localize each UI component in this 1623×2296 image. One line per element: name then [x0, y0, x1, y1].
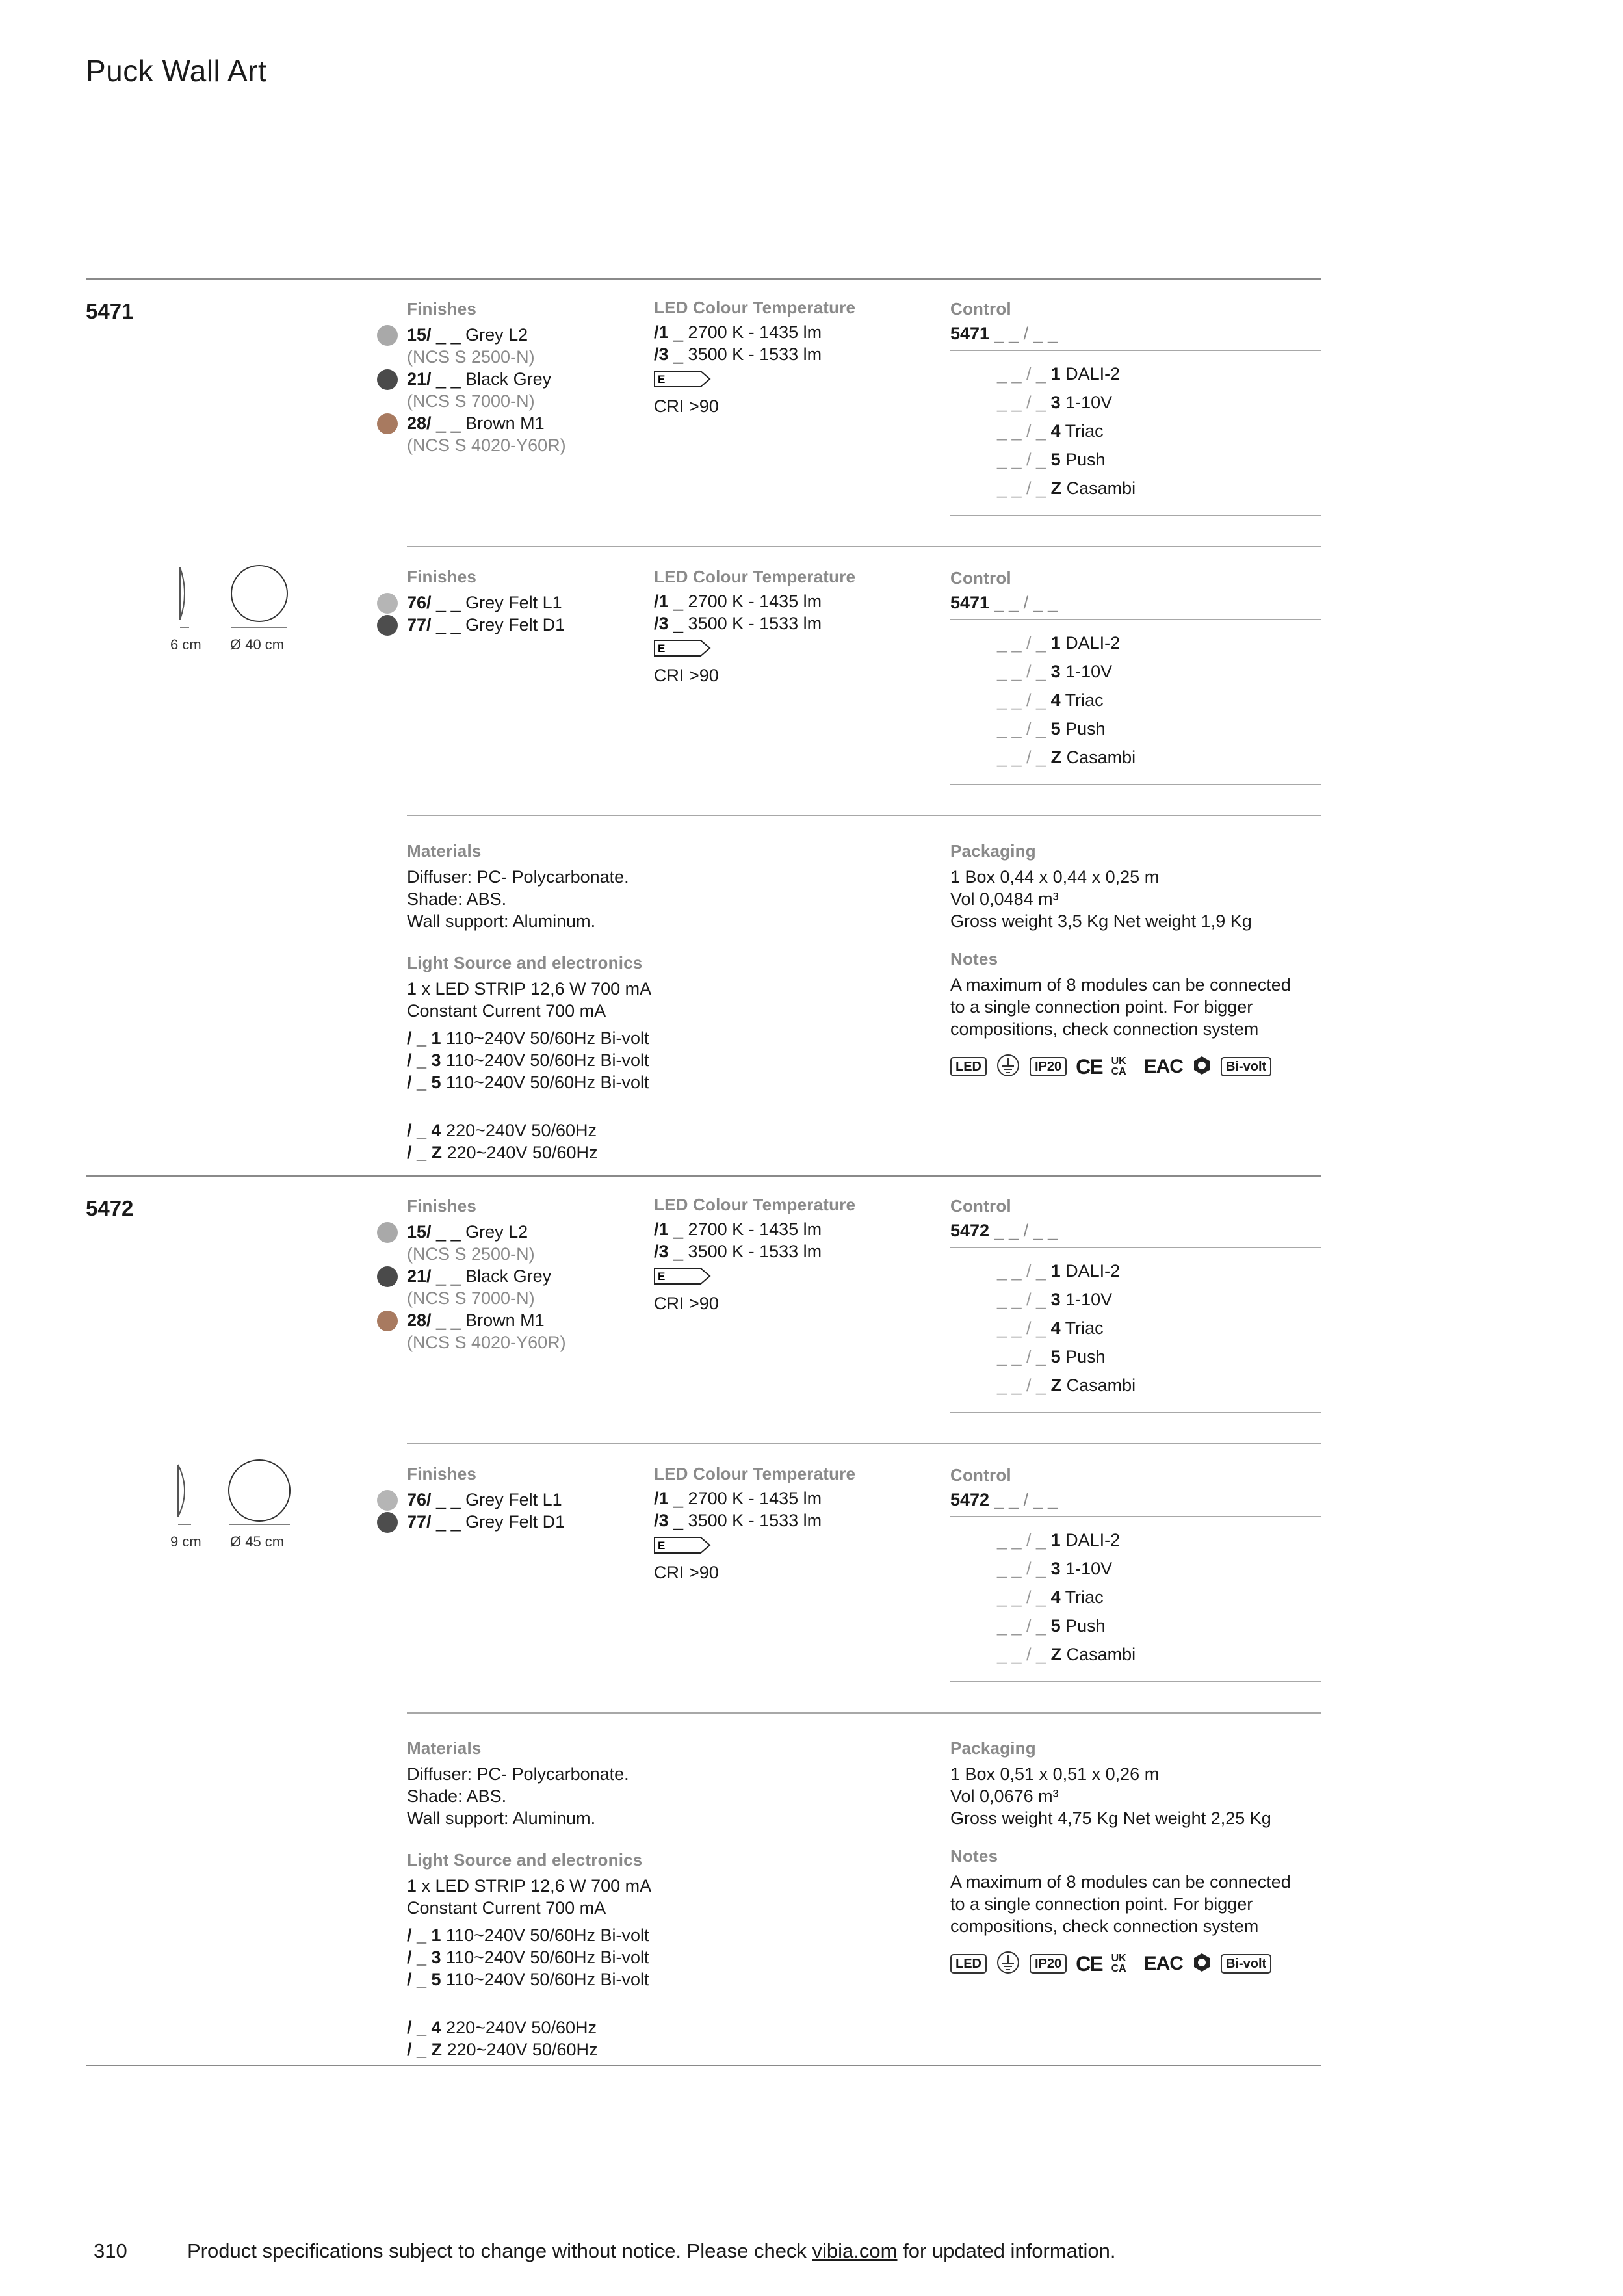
materials-label: Materials	[407, 841, 482, 861]
led-spec: _ 3500 K - 1533 lm	[668, 1511, 822, 1530]
control-option-code: 5	[1050, 1347, 1061, 1366]
voltage-spec: 110~240V 50/60Hz Bi-volt	[441, 1948, 649, 1967]
control-code	[950, 1220, 1058, 1242]
control-product-code: 5472	[950, 1490, 990, 1509]
dimension-diameter: Ø 40 cm	[230, 636, 285, 653]
cri-value: CRI >90	[654, 1294, 719, 1313]
material-item: Wall support: Aluminum.	[407, 1808, 596, 1828]
finish-code: 21/	[407, 1266, 432, 1286]
block-divider	[407, 1443, 1321, 1444]
control-bottom-divider	[950, 784, 1321, 785]
control-suffix: _ _ / _ _	[989, 324, 1058, 343]
control-option	[997, 748, 1136, 768]
control-option-label: DALI-2	[1065, 1530, 1121, 1550]
finish-ncs: (NCS S 7000-N)	[407, 1288, 535, 1308]
voltage-option	[407, 1027, 649, 1049]
control-prefix: _ _ / _	[997, 1290, 1051, 1309]
finish-swatch	[377, 615, 398, 636]
voltage-spec: 110~240V 50/60Hz Bi-volt	[441, 1028, 649, 1048]
led-option	[654, 590, 822, 612]
bi-volt-icon: Bi-volt	[1221, 1057, 1271, 1076]
ce-mark-icon: CE	[1076, 1054, 1102, 1078]
material-item: Shade: ABS.	[407, 1786, 507, 1806]
led-option	[654, 1218, 822, 1240]
energy-class-icon	[654, 371, 711, 387]
certification-icons	[950, 1054, 1271, 1079]
finish-option	[407, 1309, 545, 1331]
product-code: 5472	[86, 1196, 134, 1220]
control-option	[997, 478, 1136, 499]
notes-line: compositions, check connection system	[950, 1019, 1259, 1039]
control-option	[997, 450, 1106, 470]
material-item: Wall support: Aluminum.	[407, 911, 596, 931]
packaging-line: 1 Box 0,44 x 0,44 x 0,25 m	[950, 867, 1160, 887]
control-option-code: 1	[1050, 1530, 1061, 1550]
control-option-label: Push	[1065, 1616, 1106, 1636]
control-option-code: 1	[1050, 364, 1061, 384]
led-code: /3	[654, 614, 669, 633]
packaging-line: Gross weight 3,5 Kg Net weight 1,9 Kg	[950, 911, 1252, 931]
voltage-option	[407, 1049, 649, 1071]
bottom-divider	[86, 2065, 1321, 2066]
finish-swatch	[377, 413, 398, 434]
finish-swatch	[377, 1490, 398, 1511]
footer-note	[187, 2239, 1116, 2263]
section-divider	[86, 1175, 1321, 1177]
led-temp-label: LED Colour Temperature	[654, 1464, 856, 1483]
notes-line: to a single connection point. For bigger	[950, 997, 1253, 1017]
control-option-code: 4	[1050, 1587, 1061, 1607]
finish-name: _ _ Grey Felt L1	[431, 1490, 562, 1509]
control-option-code: 3	[1050, 662, 1061, 681]
control-code	[950, 1489, 1058, 1511]
control-option-label: Push	[1065, 1347, 1106, 1366]
finish-name: _ _ Grey Felt D1	[431, 1512, 565, 1532]
led-code: /3	[654, 1242, 669, 1261]
packaging-label: Packaging	[950, 1738, 1036, 1758]
voltage-spec: 110~240V 50/60Hz Bi-volt	[441, 1970, 649, 1989]
control-prefix: _ _ / _	[997, 1616, 1051, 1636]
control-option-label: Casambi	[1066, 748, 1136, 767]
control-product-code: 5471	[950, 324, 990, 343]
certification-icons	[950, 1951, 1271, 1976]
finish-code: 28/	[407, 1311, 432, 1330]
eac-mark-icon: EAC	[1143, 1056, 1183, 1077]
details-divider	[407, 1712, 1321, 1714]
control-option-label: Triac	[1065, 1587, 1104, 1607]
led-option	[654, 1487, 822, 1509]
voltage-spec: 110~240V 50/60Hz Bi-volt	[441, 1925, 649, 1945]
control-option-label: Casambi	[1066, 1645, 1136, 1664]
control-code	[950, 322, 1058, 345]
control-option	[997, 1376, 1136, 1396]
voltage-spec: 220~240V 50/60Hz	[442, 1143, 598, 1162]
finish-swatch	[377, 1222, 398, 1243]
finish-ncs: (NCS S 4020-Y60R)	[407, 436, 566, 455]
finish-option	[407, 614, 565, 636]
control-option-code: 3	[1050, 393, 1061, 412]
dimension-depth: 9 cm	[170, 1533, 201, 1550]
notes-line: A maximum of 8 modules can be connected	[950, 975, 1291, 995]
control-prefix: _ _ / _	[997, 748, 1051, 767]
finish-option	[407, 1265, 551, 1287]
control-prefix: _ _ / _	[997, 1347, 1051, 1366]
finish-option	[407, 412, 545, 434]
control-option-label: 1-10V	[1065, 1559, 1113, 1578]
cri-value: CRI >90	[654, 1563, 719, 1582]
control-option-code: 4	[1050, 421, 1061, 441]
control-prefix: _ _ / _	[997, 421, 1051, 441]
packaging-line: Vol 0,0484 m³	[950, 889, 1059, 909]
led-option	[654, 612, 822, 634]
control-option-label: Triac	[1065, 1318, 1104, 1338]
packaging-label: Packaging	[950, 841, 1036, 861]
ukca-mark-icon: UK CA	[1111, 1953, 1126, 1974]
control-option	[997, 719, 1106, 739]
control-option-label: Push	[1065, 450, 1106, 469]
control-prefix: _ _ / _	[997, 1318, 1051, 1338]
finish-ncs: (NCS S 2500-N)	[407, 1244, 535, 1264]
material-item: Diffuser: PC- Polycarbonate.	[407, 1764, 629, 1784]
control-product-code: 5471	[950, 593, 990, 612]
control-suffix: _ _ / _ _	[989, 1221, 1058, 1240]
energy-class-icon	[654, 640, 711, 657]
led-option	[654, 343, 822, 365]
control-option	[997, 1559, 1112, 1579]
led-spec: _ 3500 K - 1533 lm	[668, 614, 822, 633]
product-code: 5471	[86, 299, 134, 323]
light-source-line: Constant Current 700 mA	[407, 1898, 606, 1918]
control-label: Control	[950, 299, 1011, 319]
control-code	[950, 592, 1058, 614]
control-option-code: Z	[1050, 748, 1062, 767]
cri-value: CRI >90	[654, 397, 719, 416]
control-option-code: 3	[1050, 1559, 1061, 1578]
led-code: /3	[654, 1511, 669, 1530]
finish-name: _ _ Black Grey	[431, 369, 552, 389]
finish-code: 15/	[407, 325, 432, 345]
led-spec: _ 2700 K - 1435 lm	[668, 592, 822, 611]
finish-code: 15/	[407, 1222, 432, 1242]
voltage-option	[407, 2039, 597, 2061]
finish-swatch	[377, 325, 398, 346]
materials-label: Materials	[407, 1738, 482, 1758]
led-spec: _ 2700 K - 1435 lm	[668, 1489, 822, 1508]
voltage-spec: 220~240V 50/60Hz	[442, 2040, 598, 2059]
voltage-spec: 110~240V 50/60Hz Bi-volt	[441, 1073, 649, 1092]
section-divider	[86, 278, 1321, 280]
led-icon: LED	[950, 1954, 987, 1974]
finish-name: _ _ Brown M1	[431, 413, 545, 433]
control-prefix: _ _ / _	[997, 1587, 1051, 1607]
led-temp-label: LED Colour Temperature	[654, 567, 856, 586]
control-option-code: Z	[1050, 1645, 1062, 1664]
light-source-line: Constant Current 700 mA	[407, 1001, 606, 1021]
voltage-option	[407, 1071, 649, 1093]
control-option-code: 3	[1050, 1290, 1061, 1309]
led-spec: _ 2700 K - 1435 lm	[668, 322, 822, 342]
control-option-label: 1-10V	[1065, 393, 1113, 412]
control-prefix: _ _ / _	[997, 450, 1051, 469]
control-option-label: 1-10V	[1065, 1290, 1113, 1309]
ground-symbol-icon	[996, 1950, 1020, 1978]
led-icon: LED	[950, 1057, 987, 1076]
notes-line: to a single connection point. For bigger	[950, 1894, 1253, 1914]
control-prefix: _ _ / _	[997, 690, 1051, 710]
control-option-code: 4	[1050, 690, 1061, 710]
finish-option	[407, 324, 528, 346]
control-divider	[950, 619, 1321, 620]
finish-option	[407, 1511, 565, 1533]
eac-mark-icon: EAC	[1143, 1953, 1183, 1974]
control-option-label: Push	[1065, 719, 1106, 738]
page-title: Puck Wall Art	[86, 54, 267, 88]
control-option-label: DALI-2	[1065, 1261, 1121, 1281]
control-option	[997, 1587, 1104, 1608]
footer-text-after: for updated information.	[897, 2239, 1116, 2262]
dimension-depth: 6 cm	[170, 636, 201, 653]
control-prefix: _ _ / _	[997, 1376, 1051, 1395]
control-prefix: _ _ / _	[997, 1645, 1051, 1664]
voltage-code: / _ 1	[407, 1925, 441, 1945]
control-option-label: Triac	[1065, 690, 1104, 710]
finish-code: 28/	[407, 413, 432, 433]
svg-text:E: E	[658, 1270, 666, 1283]
footer-link[interactable]: vibia.com	[812, 2239, 898, 2262]
finishes-label: Finishes	[407, 1464, 477, 1483]
control-option	[997, 1616, 1106, 1636]
led-code: /1	[654, 592, 669, 611]
svg-text:E: E	[658, 373, 666, 385]
voltage-option	[407, 1141, 597, 1164]
finish-code: 76/	[407, 1490, 432, 1509]
finishes-label: Finishes	[407, 1196, 477, 1216]
control-option	[997, 1530, 1120, 1550]
control-label: Control	[950, 1465, 1011, 1485]
dimension-diameter: Ø 45 cm	[230, 1533, 285, 1550]
control-bottom-divider	[950, 1412, 1321, 1413]
finish-name: _ _ Brown M1	[431, 1311, 545, 1330]
led-code: /3	[654, 345, 669, 364]
finish-code: 77/	[407, 615, 432, 634]
packaging-line: Gross weight 4,75 Kg Net weight 2,25 Kg	[950, 1808, 1271, 1828]
ukca-mark-icon: UK CA	[1111, 1056, 1126, 1077]
voltage-option	[407, 1946, 649, 1968]
finish-name: _ _ Black Grey	[431, 1266, 552, 1286]
light-source-label: Light Source and electronics	[407, 1850, 643, 1870]
light-source-label: Light Source and electronics	[407, 953, 643, 972]
finish-code: 76/	[407, 593, 432, 612]
finish-code: 77/	[407, 1512, 432, 1532]
led-option	[654, 1509, 822, 1532]
control-divider	[950, 1516, 1321, 1517]
led-spec: _ 2700 K - 1435 lm	[668, 1220, 822, 1239]
material-item: Diffuser: PC- Polycarbonate.	[407, 867, 629, 887]
led-code: /1	[654, 322, 669, 342]
control-option-code: 4	[1050, 1318, 1061, 1338]
control-prefix: _ _ / _	[997, 662, 1051, 681]
finish-swatch	[377, 369, 398, 390]
control-option-code: 5	[1050, 450, 1061, 469]
finish-swatch	[377, 1311, 398, 1331]
led-code: /1	[654, 1489, 669, 1508]
footer-text-before: Product specifications subject to change without notice. Please check	[187, 2239, 812, 2262]
led-option	[654, 321, 822, 343]
control-option-label: Casambi	[1066, 478, 1136, 498]
control-prefix: _ _ / _	[997, 1530, 1051, 1550]
control-option	[997, 1261, 1120, 1281]
finishes-label: Finishes	[407, 567, 477, 586]
voltage-option	[407, 2016, 597, 2039]
voltage-option	[407, 1924, 649, 1946]
voltage-code: / _ Z	[407, 2040, 443, 2059]
control-divider	[950, 1247, 1321, 1248]
finish-swatch	[377, 593, 398, 614]
control-option-code: 5	[1050, 719, 1061, 738]
voltage-code: / _ 1	[407, 1028, 441, 1048]
light-source-line: 1 x LED STRIP 12,6 W 700 mA	[407, 979, 652, 998]
control-option-label: DALI-2	[1065, 364, 1121, 384]
led-temp-label: LED Colour Temperature	[654, 298, 856, 317]
energy-class-icon	[654, 1537, 711, 1554]
finish-option	[407, 1221, 528, 1243]
voltage-code: / _ 4	[407, 1121, 441, 1140]
control-product-code: 5472	[950, 1221, 990, 1240]
bi-volt-icon: Bi-volt	[1221, 1954, 1271, 1974]
finishes-label: Finishes	[407, 299, 477, 319]
control-option	[997, 662, 1112, 682]
control-prefix: _ _ / _	[997, 1261, 1051, 1281]
control-prefix: _ _ / _	[997, 719, 1051, 738]
control-option-label: Triac	[1065, 421, 1104, 441]
light-source-line: 1 x LED STRIP 12,6 W 700 mA	[407, 1876, 652, 1896]
control-bottom-divider	[950, 515, 1321, 516]
control-option	[997, 364, 1120, 384]
control-option-code: 1	[1050, 633, 1061, 653]
control-option	[997, 633, 1120, 653]
voltage-code: / _ 3	[407, 1050, 441, 1070]
energy-class-icon	[654, 1268, 711, 1285]
ip20-icon: IP20	[1030, 1954, 1067, 1974]
control-option	[997, 421, 1104, 441]
svg-text:E: E	[658, 1539, 666, 1552]
notes-label: Notes	[950, 1846, 998, 1866]
finish-code: 21/	[407, 369, 432, 389]
control-option	[997, 690, 1104, 711]
ground-symbol-icon	[996, 1053, 1020, 1081]
finish-option	[407, 592, 562, 614]
material-item: Shade: ABS.	[407, 889, 507, 909]
control-option-label: DALI-2	[1065, 633, 1121, 653]
control-option	[997, 1645, 1136, 1665]
led-option	[654, 1240, 822, 1262]
finish-ncs: (NCS S 2500-N)	[407, 347, 535, 367]
led-temp-label: LED Colour Temperature	[654, 1195, 856, 1214]
finish-name: _ _ Grey L2	[431, 1222, 528, 1242]
voltage-option	[407, 1119, 597, 1141]
control-prefix: _ _ / _	[997, 393, 1051, 412]
control-prefix: _ _ / _	[997, 364, 1051, 384]
control-option	[997, 1290, 1112, 1310]
notes-line: compositions, check connection system	[950, 1916, 1259, 1936]
voltage-spec: 110~240V 50/60Hz Bi-volt	[441, 1050, 649, 1070]
voltage-code: / _ 5	[407, 1073, 441, 1092]
finish-ncs: (NCS S 7000-N)	[407, 391, 535, 411]
voltage-spec: 220~240V 50/60Hz	[441, 1121, 597, 1140]
page-number: 310	[94, 2239, 127, 2262]
control-prefix: _ _ / _	[997, 633, 1051, 653]
voltage-code: / _ 3	[407, 1948, 441, 1967]
control-option	[997, 1347, 1106, 1367]
voltage-code: / _ Z	[407, 1143, 443, 1162]
voltage-code: / _ 5	[407, 1970, 441, 1989]
finish-name: _ _ Grey Felt D1	[431, 615, 565, 634]
block-divider	[407, 546, 1321, 547]
led-spec: _ 3500 K - 1533 lm	[668, 1242, 822, 1261]
notes-label: Notes	[950, 949, 998, 969]
led-code: /1	[654, 1220, 669, 1239]
control-suffix: _ _ / _ _	[989, 1490, 1058, 1509]
control-option-code: 5	[1050, 1616, 1061, 1636]
control-bottom-divider	[950, 1681, 1321, 1682]
control-prefix: _ _ / _	[997, 478, 1051, 498]
control-option	[997, 1318, 1104, 1338]
finish-name: _ _ Grey L2	[431, 325, 528, 345]
control-label: Control	[950, 1196, 1011, 1216]
control-option-code: Z	[1050, 1376, 1062, 1395]
packaging-line: 1 Box 0,51 x 0,51 x 0,26 m	[950, 1764, 1160, 1784]
recycle-icon	[1192, 1054, 1212, 1080]
ce-mark-icon: CE	[1076, 1951, 1102, 1976]
finish-option	[407, 368, 551, 390]
details-divider	[407, 815, 1321, 816]
control-suffix: _ _ / _ _	[989, 593, 1058, 612]
finish-swatch	[377, 1512, 398, 1533]
voltage-code: / _ 4	[407, 2018, 441, 2037]
finish-option	[407, 1489, 562, 1511]
control-prefix: _ _ / _	[997, 1559, 1051, 1578]
packaging-line: Vol 0,0676 m³	[950, 1786, 1059, 1806]
voltage-spec: 220~240V 50/60Hz	[441, 2018, 597, 2037]
control-option-label: 1-10V	[1065, 662, 1113, 681]
control-label: Control	[950, 568, 1011, 588]
control-option-code: Z	[1050, 478, 1062, 498]
ip20-icon: IP20	[1030, 1057, 1067, 1076]
recycle-icon	[1192, 1951, 1212, 1977]
control-option	[997, 393, 1112, 413]
finish-name: _ _ Grey Felt L1	[431, 593, 562, 612]
voltage-option	[407, 1968, 649, 1990]
notes-line: A maximum of 8 modules can be connected	[950, 1872, 1291, 1892]
finish-swatch	[377, 1266, 398, 1287]
control-divider	[950, 350, 1321, 351]
led-spec: _ 3500 K - 1533 lm	[668, 345, 822, 364]
finish-ncs: (NCS S 4020-Y60R)	[407, 1333, 566, 1352]
svg-text:E: E	[658, 642, 666, 655]
control-option-code: 1	[1050, 1261, 1061, 1281]
cri-value: CRI >90	[654, 666, 719, 685]
control-option-label: Casambi	[1066, 1376, 1136, 1395]
